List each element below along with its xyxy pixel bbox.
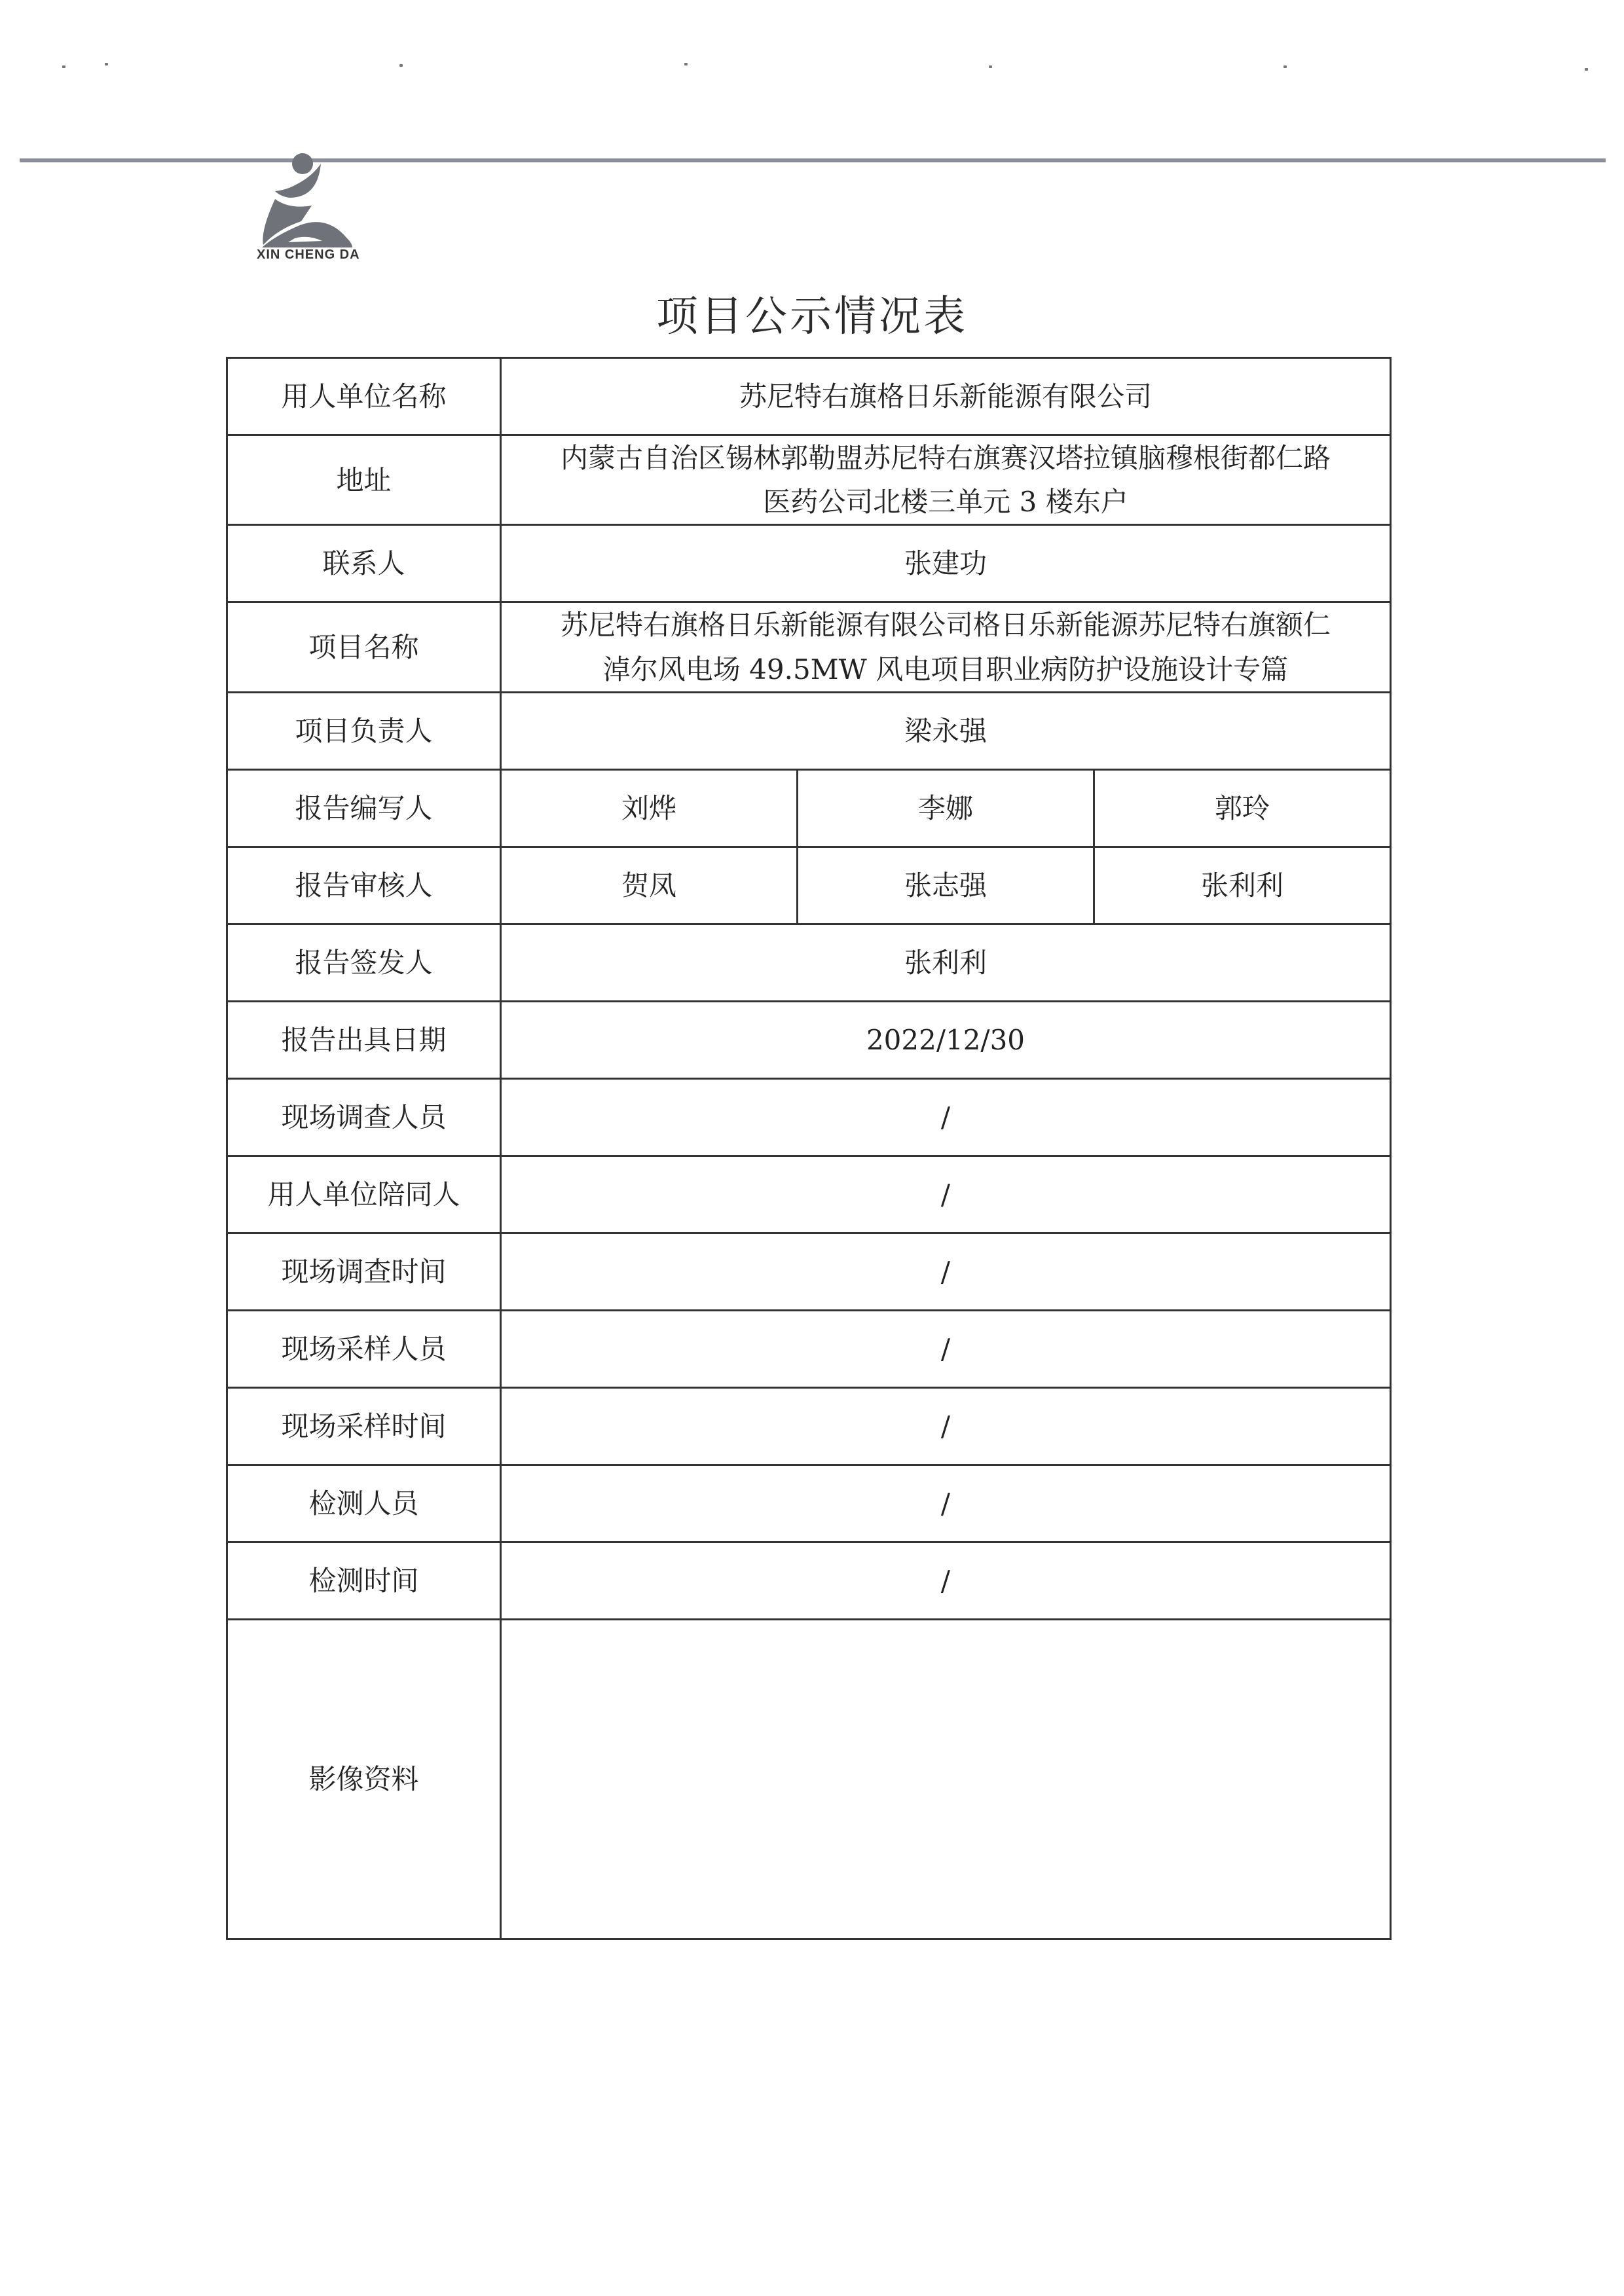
scan-speck xyxy=(684,63,688,65)
table-row xyxy=(227,435,1391,525)
employer-value: 苏尼特右旗格日乐新能源有限公司 xyxy=(501,358,1391,435)
project-lead-label: 项目负责人 xyxy=(227,692,501,769)
table-row xyxy=(227,769,1391,847)
accompany-value: / xyxy=(501,1156,1391,1233)
testing-staff-value: / xyxy=(501,1465,1391,1542)
writer-name: 李娜 xyxy=(798,769,1094,847)
testing-time-label: 检测时间 xyxy=(227,1542,501,1619)
contact-label: 联系人 xyxy=(227,525,501,602)
table-row xyxy=(227,692,1391,769)
table-row xyxy=(227,1387,1391,1465)
table-row xyxy=(227,358,1391,435)
table-row xyxy=(227,847,1391,924)
table-row xyxy=(227,1542,1391,1619)
sampling-time-value: / xyxy=(501,1387,1391,1465)
writer-name: 刘烨 xyxy=(501,769,798,847)
scan-speck xyxy=(105,63,108,65)
photos-label: 影像资料 xyxy=(227,1619,501,1939)
logo-caption: XIN CHENG DA xyxy=(257,247,360,262)
table-row xyxy=(227,1310,1391,1387)
survey-staff-label: 现场调查人员 xyxy=(227,1078,501,1156)
photos-value xyxy=(501,1619,1391,1939)
accompany-label: 用人单位陪同人 xyxy=(227,1156,501,1233)
issuer-value: 张利利 xyxy=(501,924,1391,1001)
testing-time-value: / xyxy=(501,1542,1391,1619)
issuer-label: 报告签发人 xyxy=(227,924,501,1001)
table-row xyxy=(227,1001,1391,1078)
scan-speck xyxy=(62,65,65,68)
issue-date-value: 2022/12/30 xyxy=(501,1001,1391,1078)
issue-date-label: 报告出具日期 xyxy=(227,1001,501,1078)
table-row xyxy=(227,1156,1391,1233)
project-lead-value: 梁永强 xyxy=(501,692,1391,769)
contact-value: 张建功 xyxy=(501,525,1391,602)
scan-speck xyxy=(399,64,403,67)
survey-time-value: / xyxy=(501,1233,1391,1310)
sampling-staff-label: 现场采样人员 xyxy=(227,1310,501,1387)
project-name-line: 苏尼特右旗格日乐新能源有限公司格日乐新能源苏尼特右旗额仁 xyxy=(560,609,1331,642)
reviewers-label: 报告审核人 xyxy=(227,847,501,924)
writer-name: 郭玲 xyxy=(1094,769,1391,847)
address-value xyxy=(501,435,1391,525)
table-row xyxy=(227,1233,1391,1310)
table-row xyxy=(227,924,1391,1001)
scan-speck xyxy=(1585,68,1588,71)
survey-staff-value: / xyxy=(501,1078,1391,1156)
table-row xyxy=(227,525,1391,602)
document-title: 项目公示情况表 xyxy=(656,293,968,341)
table-row xyxy=(227,1078,1391,1156)
employer-label: 用人单位名称 xyxy=(227,358,501,435)
project-name-label: 项目名称 xyxy=(227,602,501,692)
reviewer-name: 张利利 xyxy=(1094,847,1391,924)
project-name-line: 淖尔风电场 49.5MW 风电项目职业病防护设施设计专篇 xyxy=(602,653,1289,685)
survey-time-label: 现场调查时间 xyxy=(227,1233,501,1310)
table-row xyxy=(227,1619,1391,1939)
writers-label: 报告编写人 xyxy=(227,769,501,847)
reviewer-name: 贺凤 xyxy=(501,847,798,924)
sampling-staff-value: / xyxy=(501,1310,1391,1387)
address-label: 地址 xyxy=(227,435,501,525)
table-row xyxy=(227,1465,1391,1542)
project-name-value xyxy=(501,602,1391,692)
scan-speck xyxy=(989,65,992,68)
scan-speck xyxy=(1283,65,1287,68)
reviewer-name: 张志强 xyxy=(798,847,1094,924)
sampling-time-label: 现场采样时间 xyxy=(227,1387,501,1465)
table-row xyxy=(227,602,1391,692)
address-line: 内蒙古自治区锡林郭勒盟苏尼特右旗赛汉塔拉镇脑穆根街都仁路 xyxy=(560,442,1331,474)
address-line: 医药公司北楼三单元 3 楼东户 xyxy=(763,486,1128,519)
project-info-table xyxy=(226,357,1392,1940)
testing-staff-label: 检测人员 xyxy=(227,1465,501,1542)
